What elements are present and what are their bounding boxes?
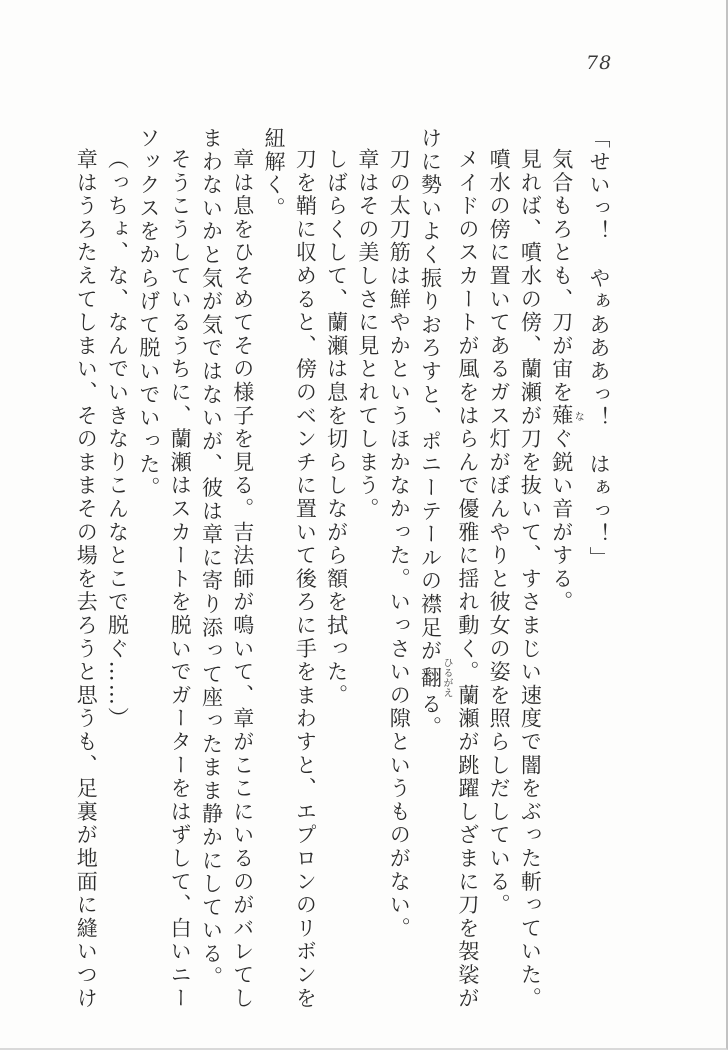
text-line bbox=[195, 127, 226, 1017]
text-run: 「せいっ！ やぁあああっ！ はぁっ！」 bbox=[587, 127, 611, 570]
text-columns bbox=[70, 127, 614, 1017]
text-run: （っちょ、な、なんでいきなりこんなとこで脱ぐ……） bbox=[105, 148, 130, 731]
text-run: 章は息をひそめてその様子を見る。吉法師が鳴いて、章がここにいるのがバレてし bbox=[230, 148, 255, 1011]
text-line bbox=[320, 127, 351, 1017]
text-run: 噴水の傍に置いてあるガス灯がぼんやりと彼女の姿を照らしだしている。 bbox=[487, 148, 512, 917]
text-line bbox=[483, 127, 514, 1017]
page-number: 78 bbox=[586, 52, 613, 74]
text-run: けに勢いよく振りおろすと、ポニーテールの襟足が bbox=[418, 127, 443, 663]
text-line bbox=[70, 127, 101, 1017]
furigana: な bbox=[572, 404, 584, 428]
furigana: ひるがえ bbox=[441, 657, 453, 698]
text-run: 刀の太刀筋は鮮やかというほかなかった。いっさいの隙というものがない。 bbox=[387, 148, 412, 941]
text-line bbox=[133, 127, 164, 1017]
text-run: しばらくして、蘭瀬は息を切らしながら額を拭った。 bbox=[324, 148, 349, 708]
text-line bbox=[258, 127, 289, 1017]
text-run: 章はうろたえてしまい、そのままその場を去ろうと思うも、足裏が地面に縫いつけ bbox=[74, 148, 99, 1011]
text-line bbox=[164, 127, 195, 1017]
text-line bbox=[514, 127, 545, 1017]
text-run: 刀を鞘に収めると、傍のベンチに置いて後ろに手をまわすと、エプロンのリボンを bbox=[293, 148, 318, 1011]
text-line bbox=[289, 127, 320, 1017]
text-run: 見れば、噴水の傍、蘭瀬が刀を抜いて、すさまじい速度で闇をぶった斬っていた。 bbox=[518, 148, 543, 1011]
text-run: ソックスをからげて脱いでいった。 bbox=[136, 127, 161, 500]
text-run: る。 bbox=[418, 692, 443, 740]
text-line bbox=[545, 127, 582, 1017]
text-line bbox=[226, 127, 257, 1017]
text-line bbox=[583, 127, 614, 1017]
text-run: メイドのスカートが風をはらんで優雅に揺れ動く。蘭瀬が跳躍しざまに刀を袈裟が bbox=[455, 148, 480, 1011]
text-run: 紐解く。 bbox=[262, 127, 287, 221]
text-run: そうこうしているうちに、蘭瀬はスカートを脱いでガーターをはずして、白いニー bbox=[168, 148, 193, 1011]
text-line bbox=[101, 127, 132, 1017]
ruby-annotated-word: 薙な bbox=[549, 404, 584, 428]
text-line bbox=[383, 127, 414, 1017]
text-line bbox=[452, 127, 483, 1017]
text-run: 気合もろとも、刀が宙を bbox=[549, 148, 574, 405]
text-run: まわないかと気が気ではないが、彼は章に寄り添って座ったまま静かにしている。 bbox=[199, 127, 224, 990]
text-line bbox=[352, 127, 383, 1017]
text-run: ぐ鋭い音がする。 bbox=[549, 427, 574, 615]
text-line bbox=[414, 127, 451, 1017]
ruby-annotated-word: 翻ひるがえ bbox=[418, 657, 453, 698]
text-run: 章はその美しさに見とれてしまう。 bbox=[355, 148, 380, 521]
